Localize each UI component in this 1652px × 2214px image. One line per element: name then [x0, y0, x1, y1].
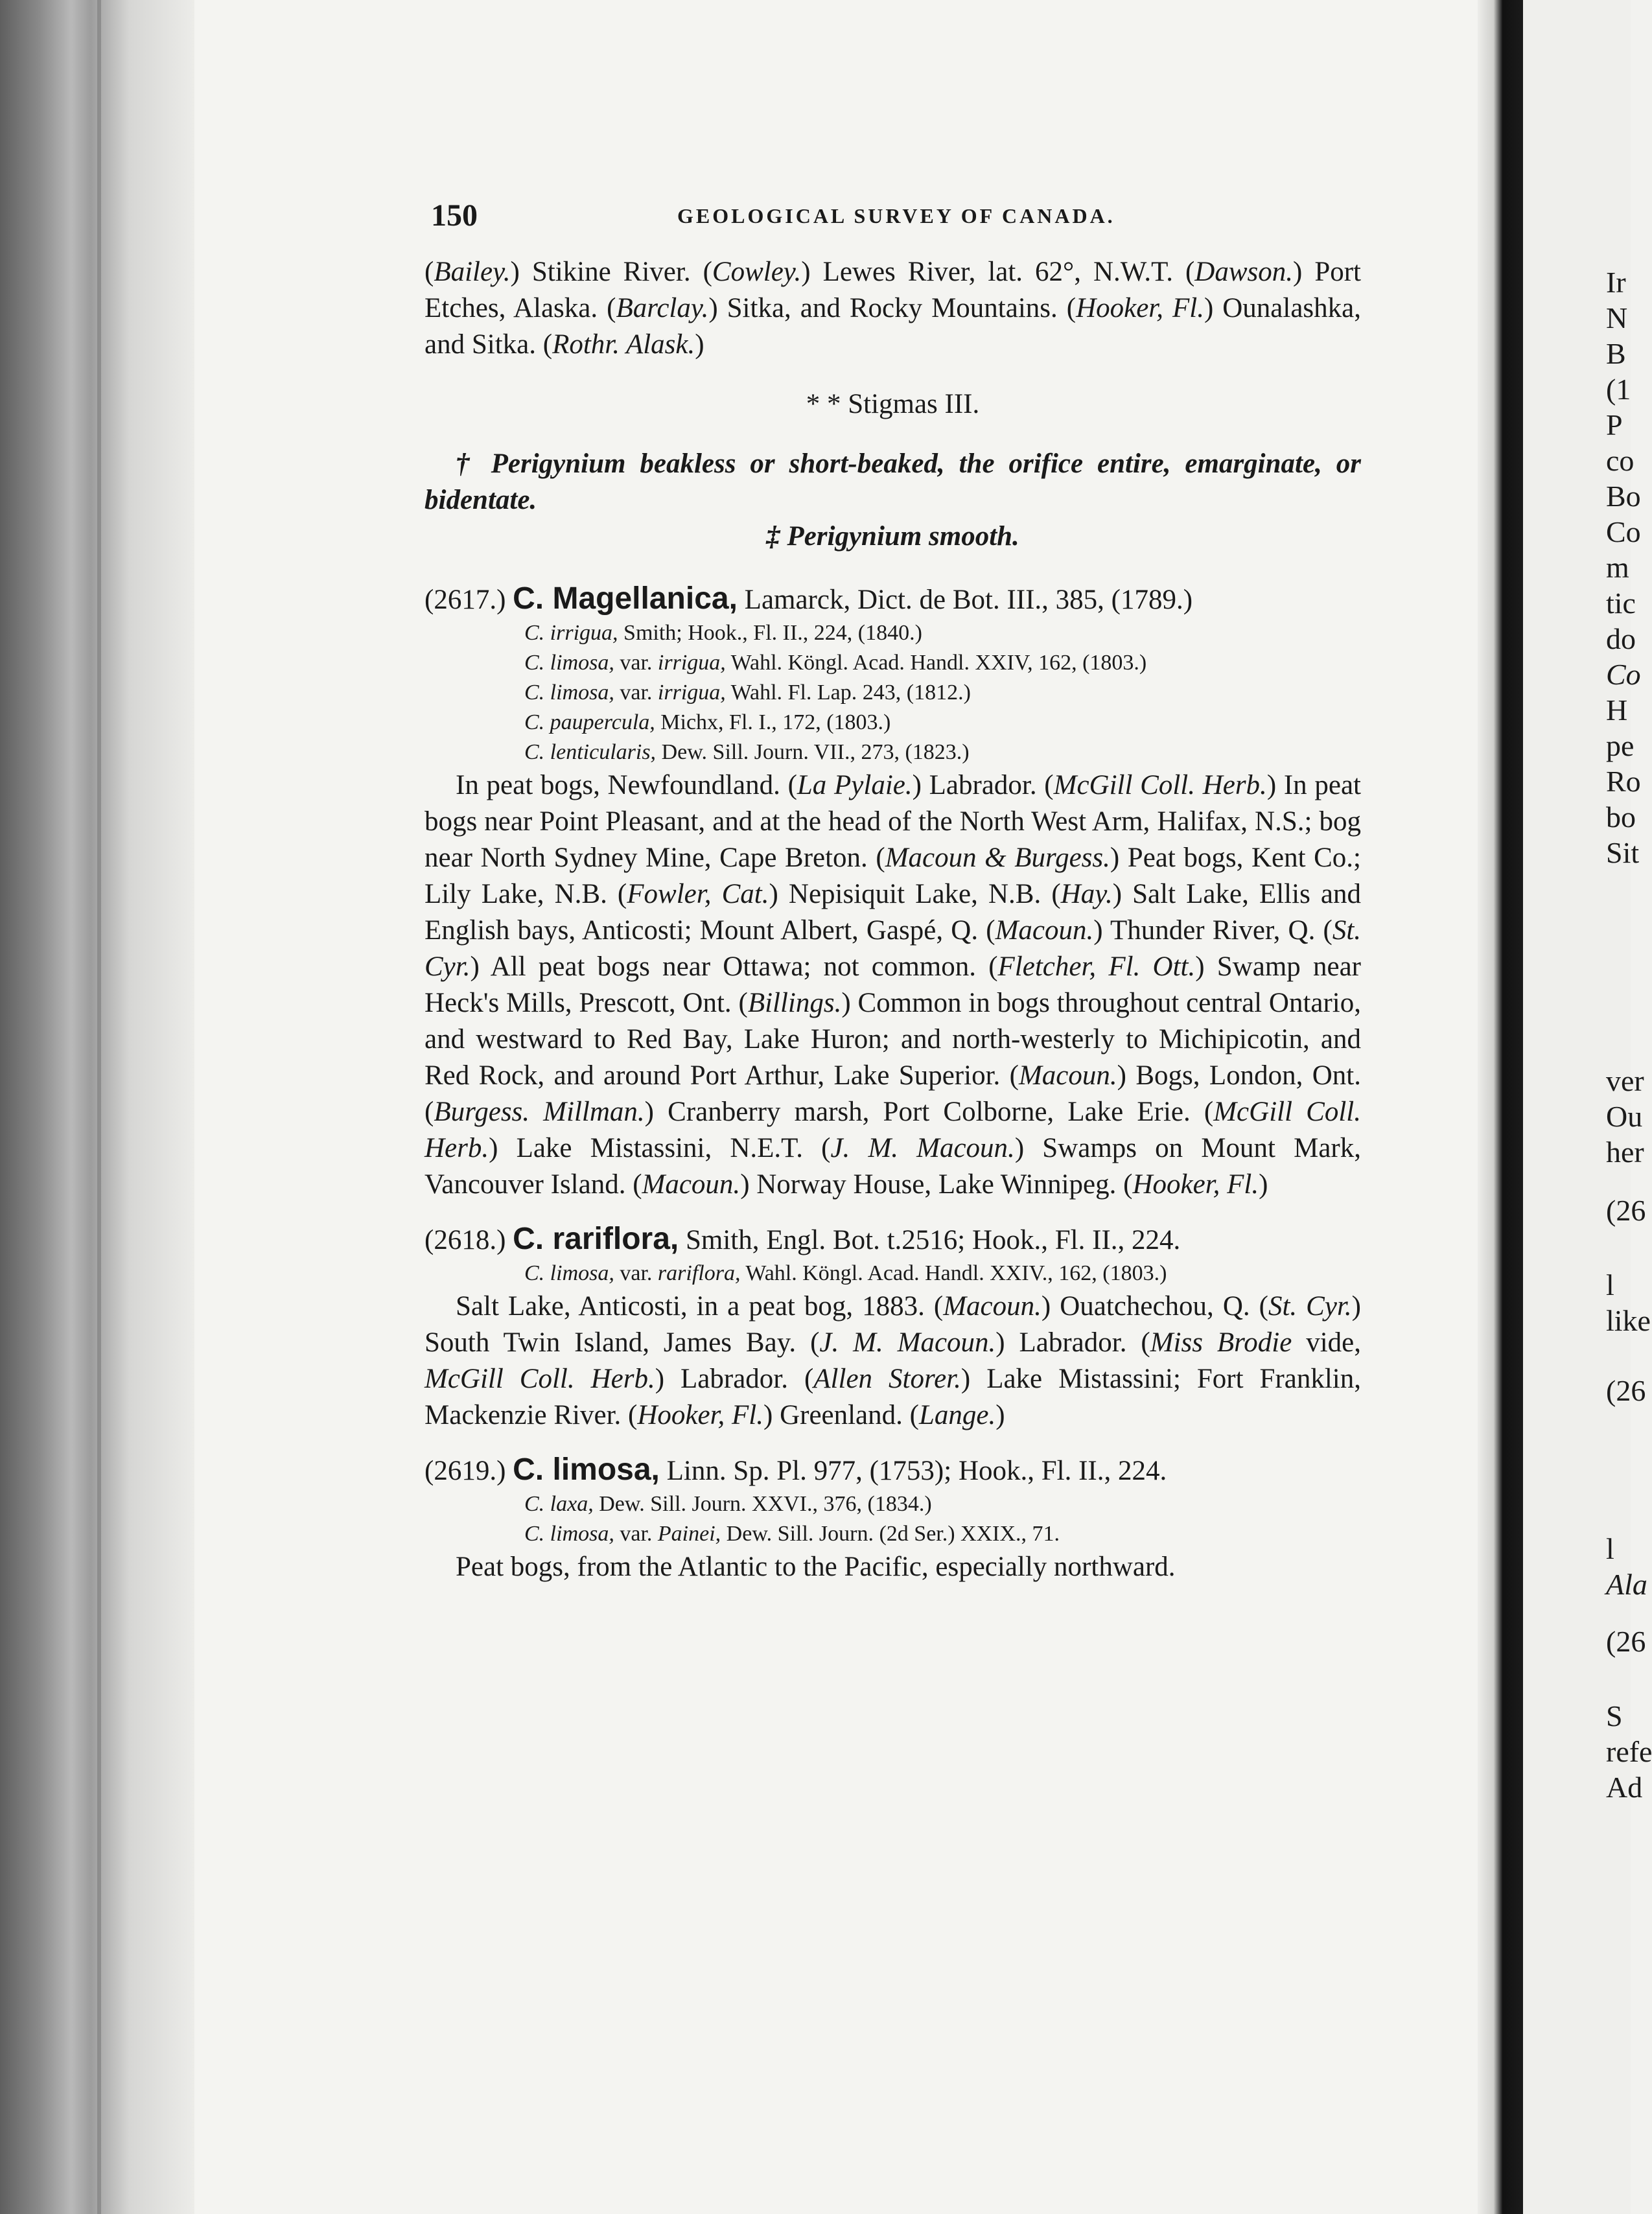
facing-page-text-fragment: N [1606, 301, 1628, 334]
synonym: C. limosa, var. rariflora, Wahl. Köngl. Acad. Handl. XXIV., 162, (1803.) [524, 1261, 1167, 1285]
facing-page-text-fragment: Co [1606, 658, 1641, 691]
synonym: C. limosa, var. irrigua, Wahl. Fl. Lap. 243, (1812.) [524, 681, 971, 705]
facing-page-text-fragment: B [1606, 337, 1626, 370]
facing-page-text-fragment: refe [1606, 1735, 1652, 1768]
facing-page-edge [1523, 0, 1652, 2214]
synonym: C. laxa, Dew. Sill. Journ. XXVI., 376, (1834.) [524, 1492, 932, 1516]
facing-page-text-fragment: (26 [1606, 1625, 1646, 1658]
facing-page-text-fragment: Co [1606, 515, 1641, 548]
distribution-paragraph-2617: In peat bogs, Newfoundland. (La Pylaie.) Labrador. (McGill Coll. Herb.) In peat bogs near Point Pleasant, and at the head of the North West Arm, Halifax, N.S.; bog near North Sydney Mine, Cape Breton. (Macoun & Burgess.) Peat bogs, Kent Co.; Lily Lake, N.B. (Fowler, Cat.) Nepisiquit Lake, N.B. (Hay.) Salt Lake, Ellis and English bays, Anticosti; Mount Albert, Gaspé, Q. (Macoun.) Thunder River, Q. (St. Cyr.) All peat bogs near Ottawa; not common. (Fletcher, Fl. Ott.) Swamp near Heck's Mills, Prescott, Ont. (Billings.) Common in bogs throughout central Ontario, and westward to Red Bay, Lake Huron; and north-westerly to Michipicotin, and Red Rock, and around Port Arthur, Lake Superior. (Macoun.) Bogs, London, Ont. (Burgess. Millman.) Cranberry marsh, Port Colborne, Lake Erie. (McGill Coll. Herb.) Lake Mistassini, N.E.T. (J. M. Macoun.) Swamps on Mount Mark, Vancouver Island. (Macoun.) Norway House, Lake Winnipeg. (Hooker, Fl.) [425, 770, 1362, 1200]
facing-page-text-fragment: Ala [1606, 1568, 1647, 1601]
facing-page-text-fragment: Sit [1606, 836, 1640, 869]
facing-page-text-fragment: l [1606, 1268, 1614, 1301]
facing-page-text-fragment: pe [1606, 729, 1635, 762]
facing-page-text-fragment: Bo [1606, 480, 1641, 513]
facing-page-text-fragment: (1 [1606, 373, 1631, 406]
species-entry-2618: (2618.) C. rariflora, Smith, Engl. Bot. t.2516; Hook., Fl. II., 224. [425, 1222, 1181, 1256]
facing-page-text-fragment: l [1606, 1532, 1614, 1565]
section-heading-stigmas: * * Stigmas III. [806, 389, 980, 419]
facing-page-text-fragment: Ro [1606, 765, 1641, 798]
species-name: C. rariflora, [513, 1222, 679, 1256]
facing-page-text-fragment: like [1606, 1304, 1651, 1337]
facing-page-text-fragment: bo [1606, 800, 1636, 833]
facing-page-text-fragment: her [1606, 1136, 1644, 1169]
synonym: C. irrigua, Smith; Hook., Fl. II., 224, (1840.) [524, 621, 922, 645]
species-name: C. limosa, [513, 1452, 660, 1487]
facing-page-text-fragment: m [1606, 551, 1629, 584]
facing-page-text-fragment: (26 [1606, 1194, 1646, 1227]
synonym: C. limosa, var. irrigua, Wahl. Köngl. Acad. Handl. XXIV, 162, (1803.) [524, 651, 1147, 675]
facing-page-text-fragment: P [1606, 408, 1623, 441]
facing-page-text-fragment: S [1606, 1699, 1623, 1732]
facing-page-text-fragment: Ir [1606, 266, 1626, 299]
facing-page-text-fragment: co [1606, 444, 1635, 477]
facing-page-text-fragment: H [1606, 693, 1628, 727]
facing-page-text-fragment: ver [1606, 1064, 1644, 1097]
species-entry-2617: (2617.) C. Magellanica, Lamarck, Dict. de Bot. III., 385, (1789.) [425, 581, 1193, 616]
page-number: 150 [431, 198, 478, 233]
page-header [431, 198, 1364, 243]
synonym: C. paupercula, Michx, Fl. I., 172, (1803.) [524, 710, 891, 734]
page-body [425, 254, 1361, 1585]
page-gutter [1478, 0, 1523, 2214]
running-title: GEOLOGICAL SURVEY OF CANADA. [677, 204, 1115, 227]
synonym: C. lenticularis, Dew. Sill. Journ. VII., 273, (1823.) [524, 740, 970, 764]
distribution-paragraph-2619: Peat bogs, from the Atlantic to the Pacific, especially northward. [456, 1552, 1176, 1582]
species-name: C. Magellanica, [513, 581, 738, 616]
species-entry-2619: (2619.) C. limosa, Linn. Sp. Pl. 977, (1753); Hook., Fl. II., 224. [425, 1452, 1167, 1487]
subsection-heading-ddagger: ‡ Perigynium smooth. [766, 521, 1019, 552]
synonym: C. limosa, var. Painei, Dew. Sill. Journ. (2d Ser.) XXIX., 71. [524, 1522, 1060, 1546]
subsection-heading-dagger: † Perigynium beakless or short-beaked, the orifice entire, emarginate, or bidentate. [425, 449, 1361, 515]
distribution-paragraph-2618: Salt Lake, Anticosti, in a peat bog, 1883. (Macoun.) Ouatchechou, Q. (St. Cyr.) South Twin Island, James Bay. (J. M. Macoun.) Labrador. (Miss Brodie vide, McGill Coll. Herb.) Labrador. (Allen Storer.) Lake Mistassini; Fort Franklin, Mackenzie River. (Hooker, Fl.) Greenland. (Lange.) [425, 1291, 1361, 1430]
book-spine-edge [0, 0, 194, 2214]
facing-page-text-fragment: do [1606, 622, 1636, 655]
facing-page-text-fragment: tic [1606, 587, 1636, 620]
facing-page-text-fragment: (26 [1606, 1374, 1646, 1407]
locality-paragraph-continued: (Bailey.) Stikine River. (Cowley.) Lewes River, lat. 62°, N.W.T. (Dawson.) Port Etches, Alaska. (Barclay.) Sitka, and Rocky Mountains. (Hooker, Fl.) Ounalashka, and Sitka. (Rothr. Alask.) [425, 257, 1362, 360]
facing-page-text-fragment: Ad [1606, 1771, 1643, 1804]
facing-page-text-fragment: Ou [1606, 1100, 1643, 1133]
